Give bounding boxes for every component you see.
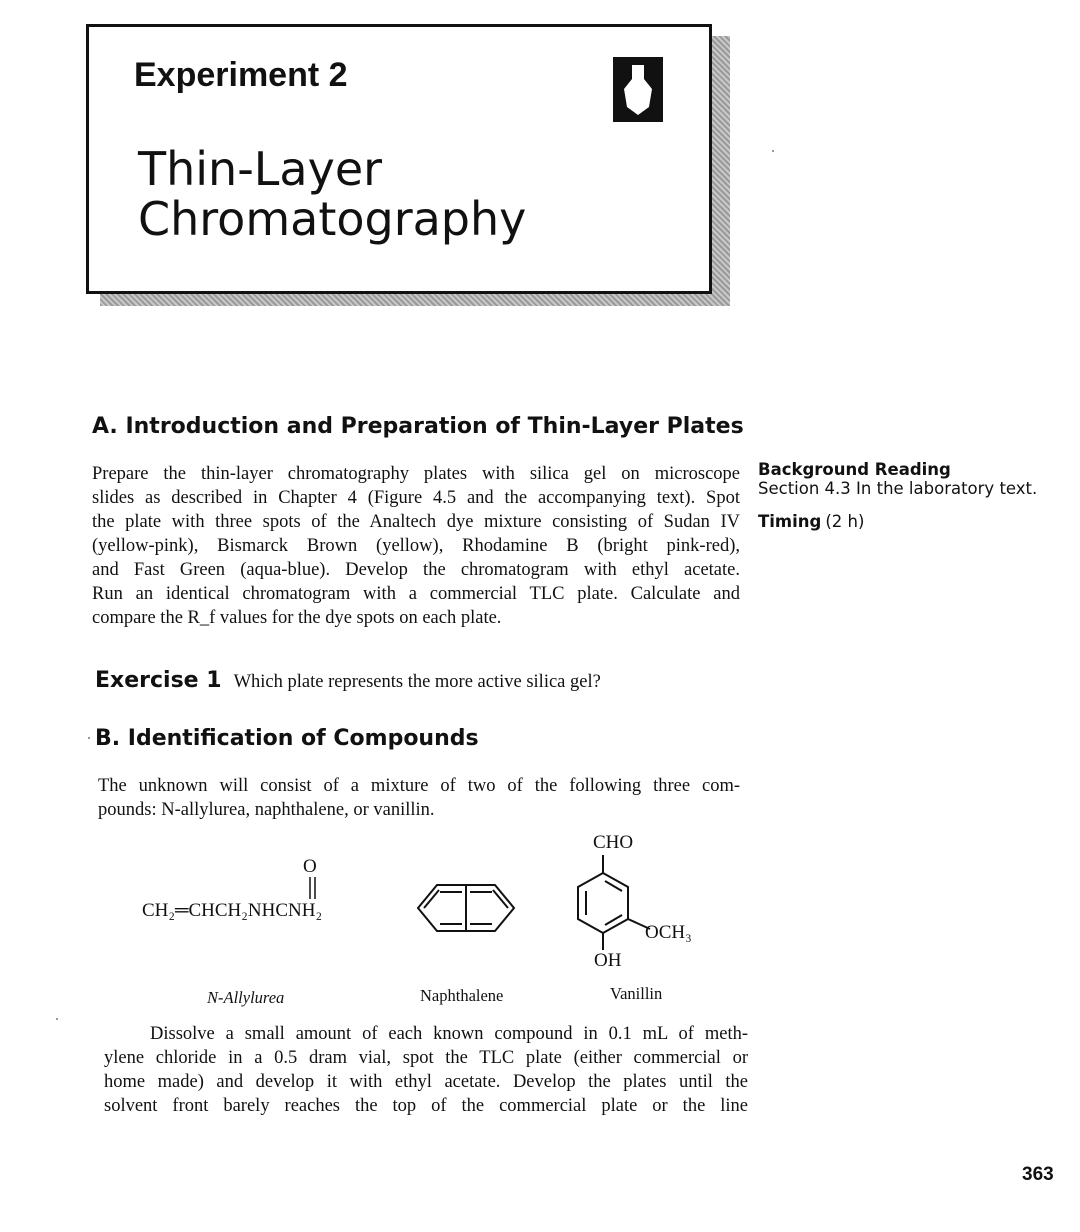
paragraph-line: home made) and develop it with ethyl acetate. Develop the plates until the (104, 1072, 748, 1092)
timing-label: Timing (758, 512, 822, 531)
title-line-2: Chromatography (138, 192, 527, 246)
section-a-heading: A. Introduction and Preparation of Thin-Layer Plates (92, 414, 744, 439)
paragraph-line: solvent front barely reaches the top of the commercial plate or the line (104, 1096, 748, 1116)
paragraph-line: ylene chloride in a 0.5 dram vial, spot the TLC plate (either commercial or (104, 1048, 748, 1068)
section-b-intro (98, 774, 740, 822)
scan-speck (88, 737, 90, 739)
paragraph-line: compare the R_f values for the dye spots on each plate. (92, 608, 502, 628)
timing-value: (2 h) (825, 512, 865, 531)
paragraph-line: and Fast Green (aqua-blue). Develop the chromatogram with ethyl acetate. (92, 560, 740, 580)
vanillin-oh: OH (594, 950, 622, 971)
caption-allylurea: N-Allylurea (207, 988, 285, 1007)
allylurea-formula: CH₂═CHCH₂NHCNH₂ (142, 900, 323, 921)
scan-speck (772, 150, 774, 152)
background-reading-text: Section 4.3 In the laboratory text. (758, 479, 1038, 498)
paragraph-line: the plate with three spots of the Analtech dye mixture consisting of Sudan IV (92, 512, 740, 532)
paragraph-line: Dissolve a small amount of each known compound in 0.1 mL of meth- (150, 1024, 748, 1044)
exercise-1 (95, 668, 735, 694)
vanillin-och3: OCH₃ (645, 922, 692, 943)
carbonyl-double-bond (300, 877, 330, 901)
experiment-title (138, 144, 698, 244)
exercise-text: Which plate represents the more active silica gel? (233, 672, 601, 692)
naphthalene-structure (410, 868, 525, 948)
paragraph-line: (yellow-pink), Bismarck Brown (yellow), Rhodamine B (bright pink-red), (92, 536, 740, 556)
paragraph-line: The unknown will consist of a mixture of two of the following three com- (98, 776, 740, 796)
allylurea-oxygen: O (303, 856, 317, 877)
scan-speck (56, 1018, 58, 1020)
flask-icon (613, 57, 663, 122)
page-number: 363 (1022, 1164, 1054, 1185)
paragraph-line: Run an identical chromatogram with a commercial TLC plate. Calculate and (92, 584, 740, 604)
caption-vanillin: Vanillin (610, 984, 663, 1003)
vanillin-cho: CHO (593, 832, 634, 853)
caption-naphthalene: Naphthalene (420, 986, 504, 1005)
section-a-paragraph (92, 462, 740, 630)
section-b-heading: B. Identification of Compounds (95, 726, 479, 751)
exercise-label: Exercise 1 (95, 668, 222, 693)
paragraph-line: pounds: N-allylurea, naphthalene, or vanillin. (98, 800, 435, 820)
timing (758, 512, 1068, 532)
title-line-1: Thin-Layer (138, 142, 383, 196)
section-b-paragraph (104, 1022, 748, 1118)
background-reading-heading: Background Reading (758, 460, 951, 479)
experiment-label: Experiment 2 (134, 56, 348, 94)
sidebar (758, 460, 1068, 532)
paragraph-line: slides as described in Chapter 4 (Figure 4.5 and the accompanying text). Spot (92, 488, 740, 508)
paragraph-line: Prepare the thin-layer chromatography plates with silica gel on microscope (92, 464, 740, 484)
